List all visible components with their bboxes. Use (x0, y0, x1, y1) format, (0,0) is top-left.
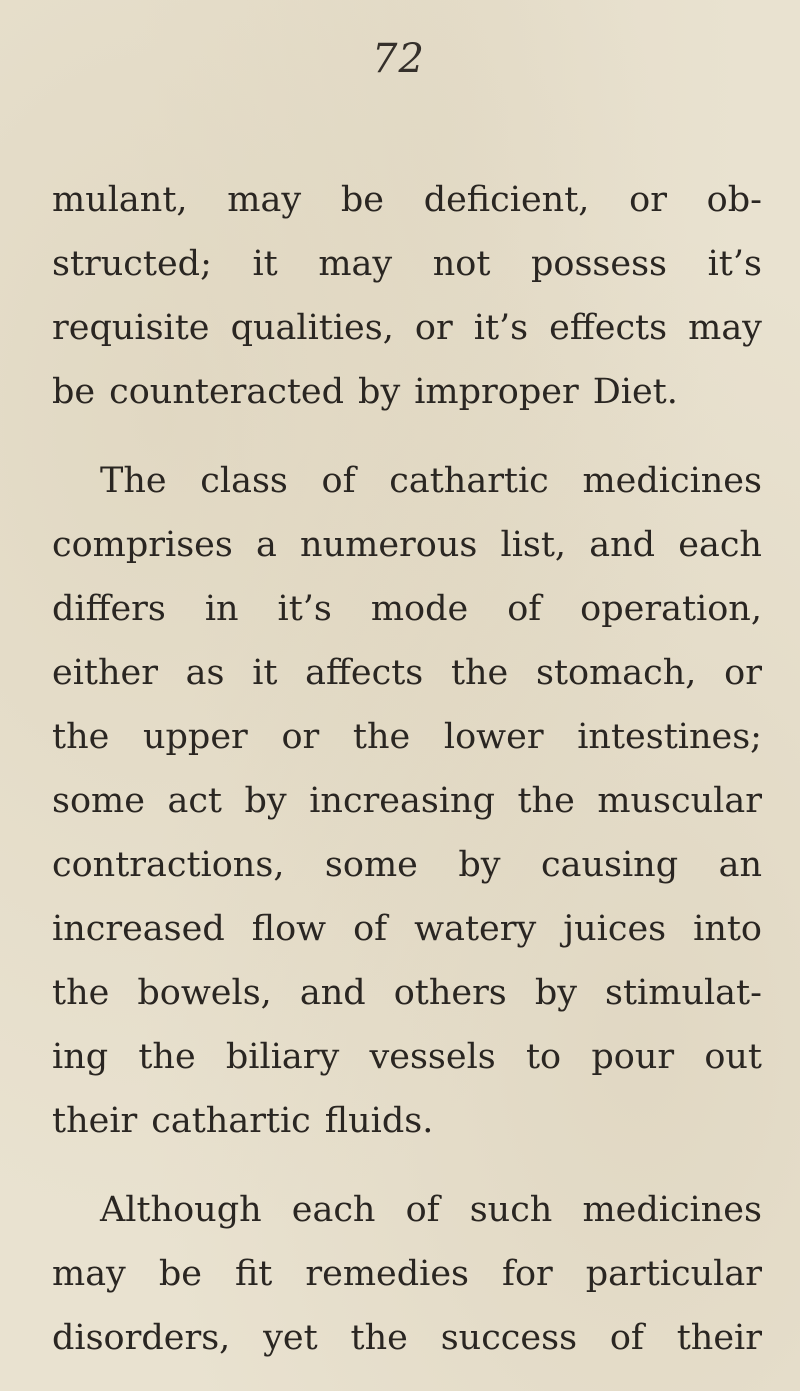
text-line: comprises a numerous list, and each (52, 525, 762, 565)
page-number: 72 (372, 36, 425, 82)
text-line: contractions, some by causing an (52, 845, 762, 885)
text-line: The class of cathartic medicines (100, 461, 762, 501)
text-line: may be fit remedies for particular (52, 1254, 762, 1294)
text-line: either as it affects the stomach, or (52, 653, 762, 693)
text-line: requisite qualities, or it’s effects may (52, 308, 762, 348)
text-line: differs in it’s mode of operation, (52, 589, 762, 629)
text-line: ing the biliary vessels to pour out (52, 1037, 762, 1077)
text-line: disorders, yet the success of their (52, 1318, 762, 1358)
text-line: some act by increasing the muscular (52, 781, 762, 821)
text-line: increased flow of watery juices into (52, 909, 762, 949)
text-line: structed; it may not possess it’s (52, 244, 762, 284)
text-line: their cathartic fluids. (52, 1101, 434, 1141)
text-line: the upper or the lower intestines; (52, 717, 762, 757)
text-line: the bowels, and others by stimulat- (52, 973, 762, 1013)
text-line: Although each of such medicines (100, 1190, 762, 1230)
text-line: be counteracted by improper Diet. (52, 372, 678, 412)
text-line: mulant, may be deficient, or ob- (52, 180, 762, 220)
